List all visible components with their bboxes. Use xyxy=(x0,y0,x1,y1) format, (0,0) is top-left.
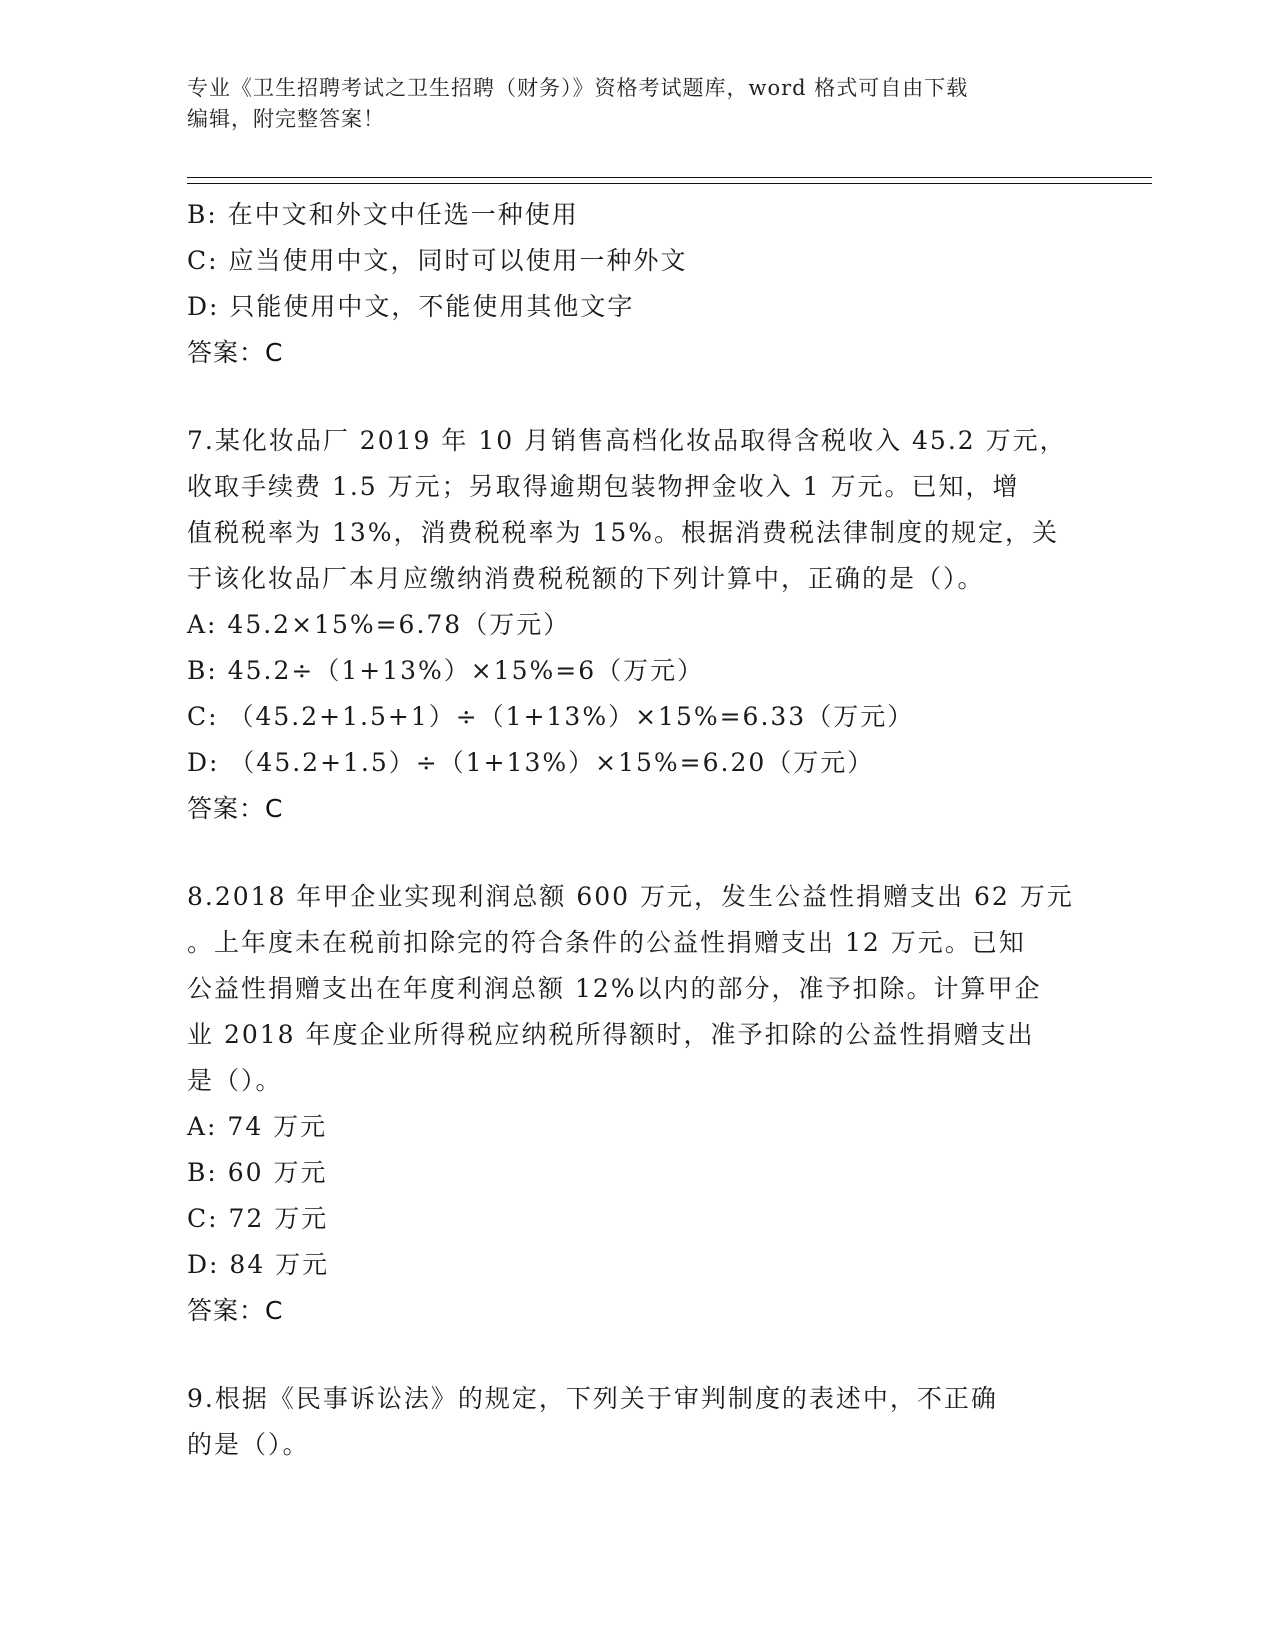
q7-option-c: C: （45.2+1.5+1）÷（1+13%）×15%=6.33（万元） xyxy=(187,702,915,731)
question-6-block xyxy=(187,192,1087,376)
q8-stem-line: 公益性捐赠支出在年度利润总额 12%以内的部分，准予扣除。计算甲企 xyxy=(187,974,1042,1003)
q7-stem-line: 收取手续费 1.5 万元；另取得逾期包装物押金收入 1 万元。已知，增 xyxy=(187,472,1020,501)
q9-stem xyxy=(187,1376,1087,1468)
q7-stem xyxy=(187,418,1087,602)
q8-option-c: C: 72 万元 xyxy=(187,1204,329,1233)
q7-stem-line: 7.某化妆品厂 2019 年 10 月销售高档化妆品取得含税收入 45.2 万元， xyxy=(187,426,1067,455)
q6-answer: 答案：C xyxy=(187,338,284,367)
question-7-block xyxy=(187,418,1087,832)
q8-stem-line: 是（）。 xyxy=(187,1066,283,1095)
q7-stem-line: 值税税率为 13%，消费税税率为 15%。根据消费税法律制度的规定，关 xyxy=(187,518,1060,547)
header-line-1: 专业《卫生招聘考试之卫生招聘（财务）》资格考试题库，word 格式可自由下载 xyxy=(187,76,969,100)
q7-answer: 答案：C xyxy=(187,794,284,823)
q8-option-d: D: 84 万元 xyxy=(187,1250,330,1279)
question-8-block xyxy=(187,874,1087,1334)
q7-option-a: A: 45.2×15%=6.78（万元） xyxy=(187,610,571,639)
q6-option-b: B: 在中文和外文中任选一种使用 xyxy=(187,200,579,229)
q8-stem-line: 业 2018 年度企业所得税应纳税所得额时，准予扣除的公益性捐赠支出 xyxy=(187,1020,1035,1049)
header-divider-top xyxy=(187,177,1152,178)
question-content xyxy=(187,192,1087,1468)
question-9-block xyxy=(187,1376,1087,1468)
q9-stem-line: 9.根据《民事诉讼法》的规定，下列关于审判制度的表述中，不正确 xyxy=(187,1384,998,1413)
q8-stem-line: 8.2018 年甲企业实现利润总额 600 万元，发生公益性捐赠支出 62 万元 xyxy=(187,882,1074,911)
q7-option-b: B: 45.2÷（1+13%）×15%=6（万元） xyxy=(187,656,705,685)
q6-option-c: C: 应当使用中文，同时可以使用一种外文 xyxy=(187,246,688,275)
document-header xyxy=(187,73,1087,135)
q8-stem-line: 。上年度未在税前扣除完的符合条件的公益性捐赠支出 12 万元。已知 xyxy=(187,928,1026,957)
header-line-2: 编辑，附完整答案！ xyxy=(187,107,385,131)
q8-stem xyxy=(187,874,1087,1104)
q7-stem-line: 于该化妆品厂本月应缴纳消费税税额的下列计算中，正确的是（）。 xyxy=(187,564,985,593)
q9-stem-line: 的是（）。 xyxy=(187,1430,310,1459)
spacer xyxy=(187,1334,1087,1376)
q8-option-b: B: 60 万元 xyxy=(187,1158,328,1187)
q7-option-d: D: （45.2+1.5）÷（1+13%）×15%=6.20（万元） xyxy=(187,748,875,777)
spacer xyxy=(187,376,1087,418)
spacer xyxy=(187,832,1087,874)
q8-option-a: A: 74 万元 xyxy=(187,1112,328,1141)
header-divider-bottom xyxy=(187,183,1152,184)
q6-option-d: D: 只能使用中文，不能使用其他文字 xyxy=(187,292,635,321)
q8-answer: 答案：C xyxy=(187,1296,284,1325)
